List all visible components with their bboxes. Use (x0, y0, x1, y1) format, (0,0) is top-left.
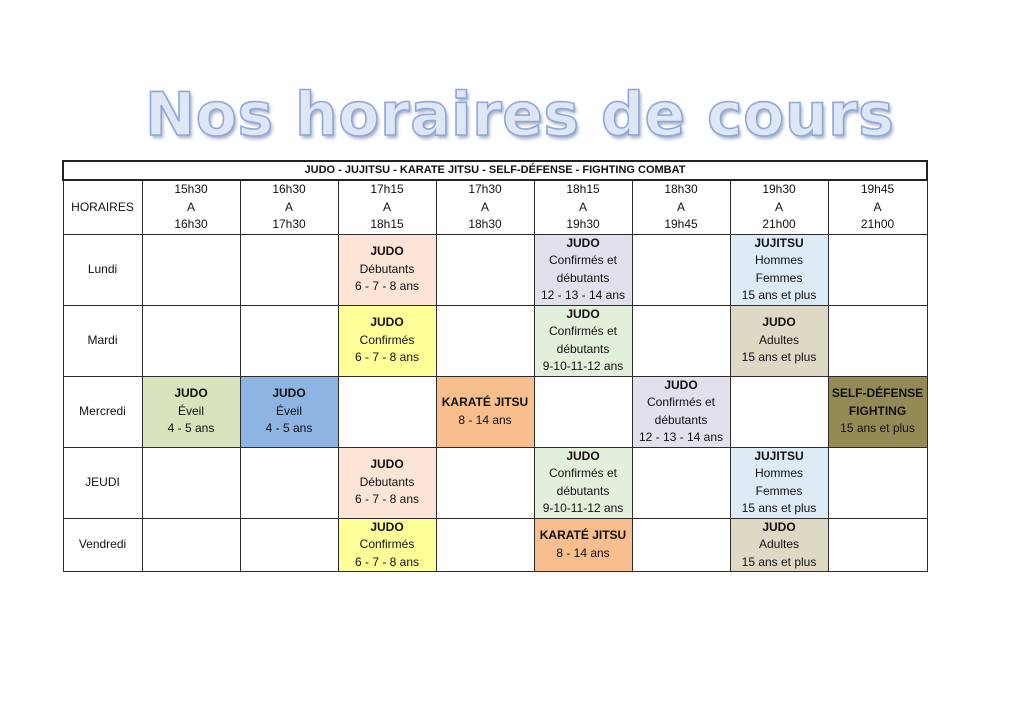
class-detail: Hommes (754, 466, 803, 480)
class-detail: 12 - 13 - 14 ans (540, 288, 626, 302)
time-slot-header (436, 180, 534, 234)
empty-cell (632, 305, 730, 376)
day-row (63, 447, 927, 518)
day-label: Mercredi (63, 376, 142, 447)
class-cell (730, 305, 828, 376)
class-detail: Débutants (359, 474, 415, 489)
time-slot-start: 18h30 (664, 182, 698, 196)
day-row (63, 376, 927, 447)
time-slot-header (240, 180, 338, 234)
page-title: Nos horaires de cours (145, 80, 895, 150)
empty-cell (730, 376, 828, 447)
empty-cell (436, 305, 534, 376)
time-slot-end: 21h00 (762, 217, 796, 231)
class-detail: Confirmés (359, 332, 415, 347)
class-detail: débutants (654, 412, 708, 427)
time-slot-start: 17h30 (468, 182, 502, 196)
class-detail: Adultes (758, 332, 800, 347)
time-slot-start: 19h30 (762, 182, 796, 196)
class-name: KARATÉ JITSU (539, 528, 627, 543)
day-label: Mardi (63, 305, 142, 376)
class-detail: 8 - 14 ans (458, 412, 512, 427)
empty-cell (142, 447, 240, 518)
time-slot-start: 15h30 (174, 182, 208, 196)
schedule-banner: JUDO - JUJITSU - KARATE JITSU - SELF-DÉFENSE - FIGHTING COMBAT (63, 161, 927, 180)
time-header-row (63, 180, 927, 234)
time-slot-sep: A (186, 199, 195, 214)
class-cell (338, 234, 436, 305)
time-slot-start: 16h30 (272, 182, 306, 196)
class-cell (632, 376, 730, 447)
class-detail: Éveil (275, 403, 302, 418)
class-detail: 6 - 7 - 8 ans (354, 554, 420, 569)
time-slot-end: 18h30 (468, 217, 502, 231)
class-detail: Hommes (754, 253, 803, 267)
schedule-table (62, 160, 928, 572)
time-slot-sep: A (873, 199, 882, 214)
time-slot-sep: A (774, 199, 783, 214)
class-cell (338, 518, 436, 572)
time-slot-end: 17h30 (272, 217, 306, 231)
time-slot-header (730, 180, 828, 234)
time-slot-end: 18h15 (370, 217, 404, 231)
time-slot-sep: A (382, 199, 391, 214)
class-detail: 12 - 13 - 14 ans (638, 430, 724, 444)
class-detail: 15 ans et plus (741, 554, 817, 569)
class-cell (142, 376, 240, 447)
class-name: JUDO (566, 306, 600, 321)
empty-cell (436, 234, 534, 305)
class-cell (534, 234, 632, 305)
class-cell (534, 518, 632, 572)
time-slot-start: 17h15 (370, 182, 404, 196)
class-name: JUDO (370, 244, 404, 259)
empty-cell (828, 234, 927, 305)
class-detail: 15 ans et plus (741, 501, 817, 515)
empty-cell (828, 305, 927, 376)
empty-cell (828, 518, 927, 572)
class-detail: 15 ans et plus (741, 350, 817, 365)
time-slot-sep: A (284, 199, 293, 214)
class-detail: débutants (556, 483, 610, 498)
class-cell (338, 447, 436, 518)
schedule-body (63, 234, 927, 572)
class-cell (534, 305, 632, 376)
class-name: FIGHTING (848, 403, 907, 418)
class-name: JUDO (370, 519, 404, 534)
class-name: JUDO (566, 448, 600, 463)
class-detail: 6 - 7 - 8 ans (354, 492, 420, 507)
time-slot-sep: A (676, 199, 685, 214)
class-name: JUDO (370, 315, 404, 330)
class-detail: débutants (556, 270, 610, 285)
time-slot-end: 21h00 (860, 217, 895, 231)
class-detail: 8 - 14 ans (556, 545, 610, 560)
time-slot-header (828, 180, 927, 234)
empty-cell (142, 305, 240, 376)
class-cell (730, 447, 828, 518)
empty-cell (240, 234, 338, 305)
day-row (63, 518, 927, 572)
time-slot-header (338, 180, 436, 234)
class-detail: 15 ans et plus (741, 288, 817, 302)
class-detail: Débutants (359, 261, 415, 276)
class-detail: Femmes (755, 483, 803, 498)
class-detail: 6 - 7 - 8 ans (354, 350, 420, 365)
empty-cell (240, 518, 338, 572)
class-name: JUJITSU (754, 448, 804, 463)
class-detail: Confirmés et (548, 466, 618, 480)
class-detail: Femmes (755, 270, 803, 285)
empty-cell (632, 518, 730, 572)
empty-cell (632, 447, 730, 518)
time-slot-end: 16h30 (174, 217, 208, 231)
class-detail: débutants (556, 341, 610, 356)
day-label: JEUDI (63, 447, 142, 518)
time-slot-header (142, 180, 240, 234)
time-slot-start: 18h15 (566, 182, 600, 196)
empty-cell (240, 305, 338, 376)
class-detail: 9-10-11-12 ans (542, 359, 624, 373)
day-label: Vendredi (63, 518, 142, 572)
time-slot-header (632, 180, 730, 234)
empty-cell (632, 234, 730, 305)
class-detail: 9-10-11-12 ans (542, 501, 624, 515)
time-slot-sep: A (578, 199, 587, 214)
class-name: KARATÉ JITSU (441, 395, 529, 409)
class-name: JUDO (272, 386, 306, 401)
class-cell (534, 447, 632, 518)
empty-cell (828, 447, 927, 518)
empty-cell (240, 447, 338, 518)
day-row (63, 234, 927, 305)
class-cell (828, 376, 927, 447)
class-detail: Adultes (758, 537, 800, 551)
horaires-label: HORAIRES (63, 180, 142, 234)
class-name: SELF-DÉFENSE (831, 386, 924, 401)
class-cell (240, 376, 338, 447)
class-detail: Confirmés et (548, 324, 618, 338)
class-cell (436, 376, 534, 447)
class-detail: 4 - 5 ans (265, 421, 313, 436)
class-cell (730, 518, 828, 572)
class-detail: Confirmés et (646, 395, 716, 409)
empty-cell (142, 234, 240, 305)
empty-cell (436, 447, 534, 518)
class-detail: 6 - 7 - 8 ans (354, 279, 420, 294)
class-name: JUJITSU (754, 235, 804, 250)
class-name: JUDO (762, 315, 796, 330)
time-slot-header (534, 180, 632, 234)
class-cell (338, 305, 436, 376)
day-label: Lundi (63, 234, 142, 305)
time-slot-end: 19h30 (566, 217, 600, 231)
class-name: JUDO (762, 519, 796, 534)
empty-cell (534, 376, 632, 447)
class-name: JUDO (174, 386, 208, 401)
empty-cell (436, 518, 534, 572)
class-cell (730, 234, 828, 305)
day-row (63, 305, 927, 376)
class-detail: Confirmés (359, 537, 415, 551)
empty-cell (142, 518, 240, 572)
class-name: JUDO (370, 457, 404, 472)
class-detail: 15 ans et plus (840, 421, 915, 436)
class-name: JUDO (664, 377, 698, 392)
class-detail: Confirmés et (548, 253, 618, 267)
class-name: JUDO (566, 235, 600, 250)
class-detail: 4 - 5 ans (167, 421, 215, 436)
class-detail: Éveil (177, 403, 204, 418)
time-slot-sep: A (480, 199, 489, 214)
time-slot-end: 19h45 (664, 217, 698, 231)
time-slot-start: 19h45 (860, 182, 895, 196)
empty-cell (338, 376, 436, 447)
